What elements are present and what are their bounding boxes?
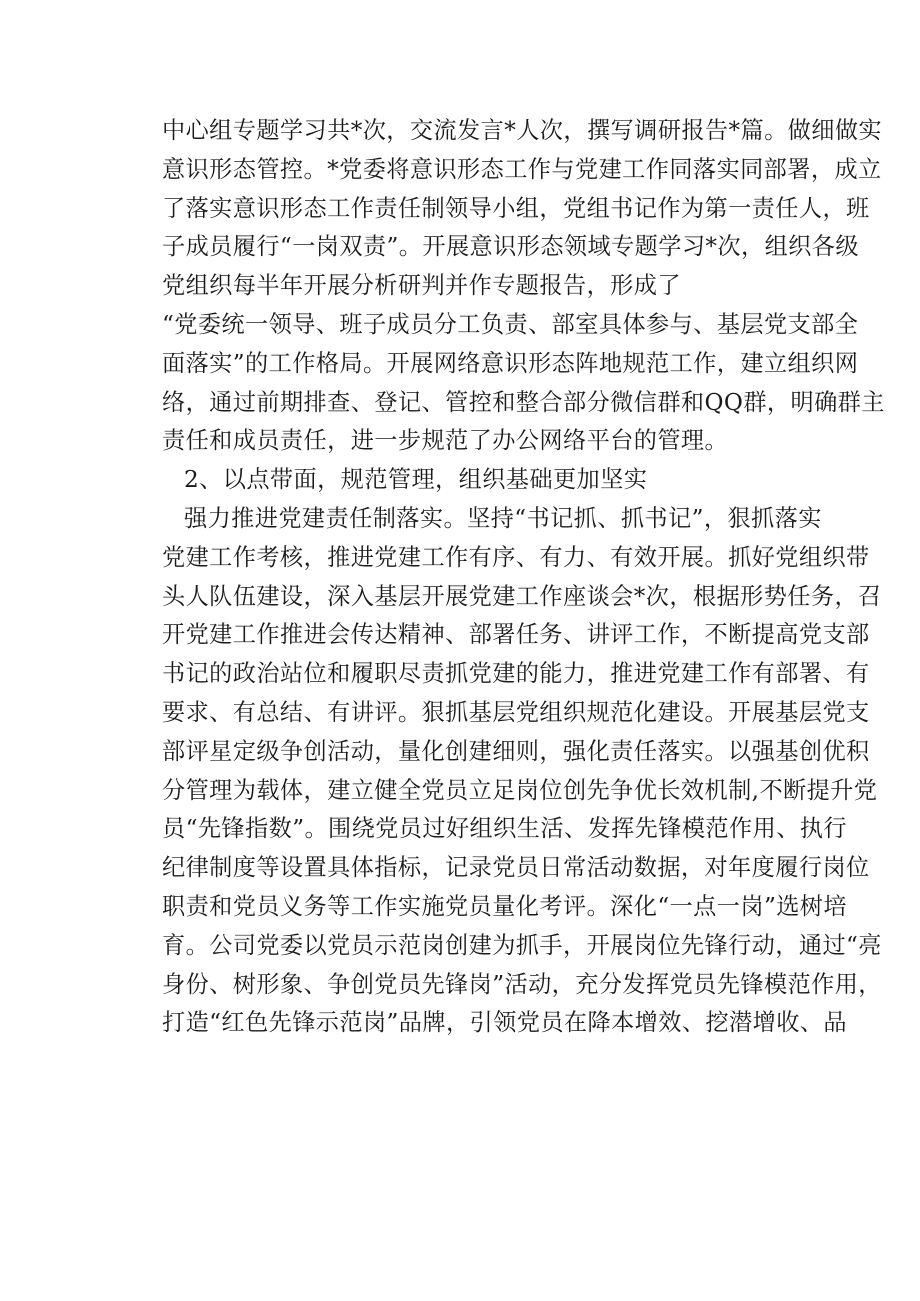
document-body: [162, 112, 885, 1043]
text-line: 面落实”的工作格局。开展网络意识形态阵地规范工作，建立组织网: [162, 349, 859, 377]
text-line: 意识形态管控。*党委将意识形态工作与党建工作同落实同部署，成立: [162, 155, 882, 183]
text-line: 强力推进党建责任制落实。坚持“书记抓、抓书记”，狠抓落实: [184, 504, 822, 532]
text-line: 开党建工作推进会传达精神、部署任务、讲评工作，不断提高党支部: [162, 621, 870, 649]
text-line: 责任和成员责任，进一步规范了办公网络平台的管理。: [162, 427, 729, 455]
text-line: 身份、树形象、争创党员先锋岗”活动，充分发挥党员先锋模范作用，: [162, 970, 882, 998]
text-line: 头人队伍建设，深入基层开展党建工作座谈会*次，根据形势任务，召: [162, 582, 882, 610]
text-line: 员“先锋指数”。围绕党员过好组织生活、发挥先锋模范作用、执行: [162, 815, 847, 843]
text-line: 络，通过前期排查、登记、管控和整合部分微信群和QQ群，明确群主: [162, 388, 885, 416]
text-line: “党委统一领导、班子成员分工负责、部室具体参与、基层党支部全: [162, 310, 859, 338]
text-line: 党组织每半年开展分析研判并作专题报告，形成了: [162, 272, 681, 300]
text-line: 中心组专题学习共*次，交流发言*人次，撰写调研报告*篇。做细做实: [162, 117, 883, 144]
text-line: 打造“红色先锋示范岗”品牌，引领党员在降本增效、挖潜增收、品: [162, 1009, 847, 1037]
section-heading: 2、以点带面，规范管理，组织基础更加坚实: [184, 466, 648, 494]
text-line: 书记的政治站位和履职尽责抓党建的能力，推进党建工作有部署、有: [162, 660, 870, 688]
text-line: 要求、有总结、有讲评。狠抓基层党组织规范化建设。开展基层党支: [162, 698, 870, 726]
text-line: 子成员履行“一岗双责”。开展意识形态领域专题学习*次，组织各级: [162, 233, 859, 261]
text-line: 党建工作考核，推进党建工作有序、有力、有效开展。抓好党组织带: [162, 543, 870, 571]
text-line: 了落实意识形态工作责任制领导小组，党组书记作为第一责任人，班: [162, 194, 870, 222]
text-line: 部评星定级争创活动，量化创建细则，强化责任落实。以强基创优积: [162, 737, 870, 765]
text-line: 育。公司党委以党员示范岗创建为抓手，开展岗位先锋行动，通过“亮: [162, 931, 882, 959]
text-line: 职责和党员义务等工作实施党员量化考评。深化“一点一岗”选树培: [162, 892, 847, 920]
text-line: 纪律制度等设置具体指标，记录党员日常活动数据，对年度履行岗位: [162, 854, 870, 882]
text-line: 分管理为载体，建立健全党员立足岗位创先争优长效机制,不断提升党: [162, 776, 878, 804]
